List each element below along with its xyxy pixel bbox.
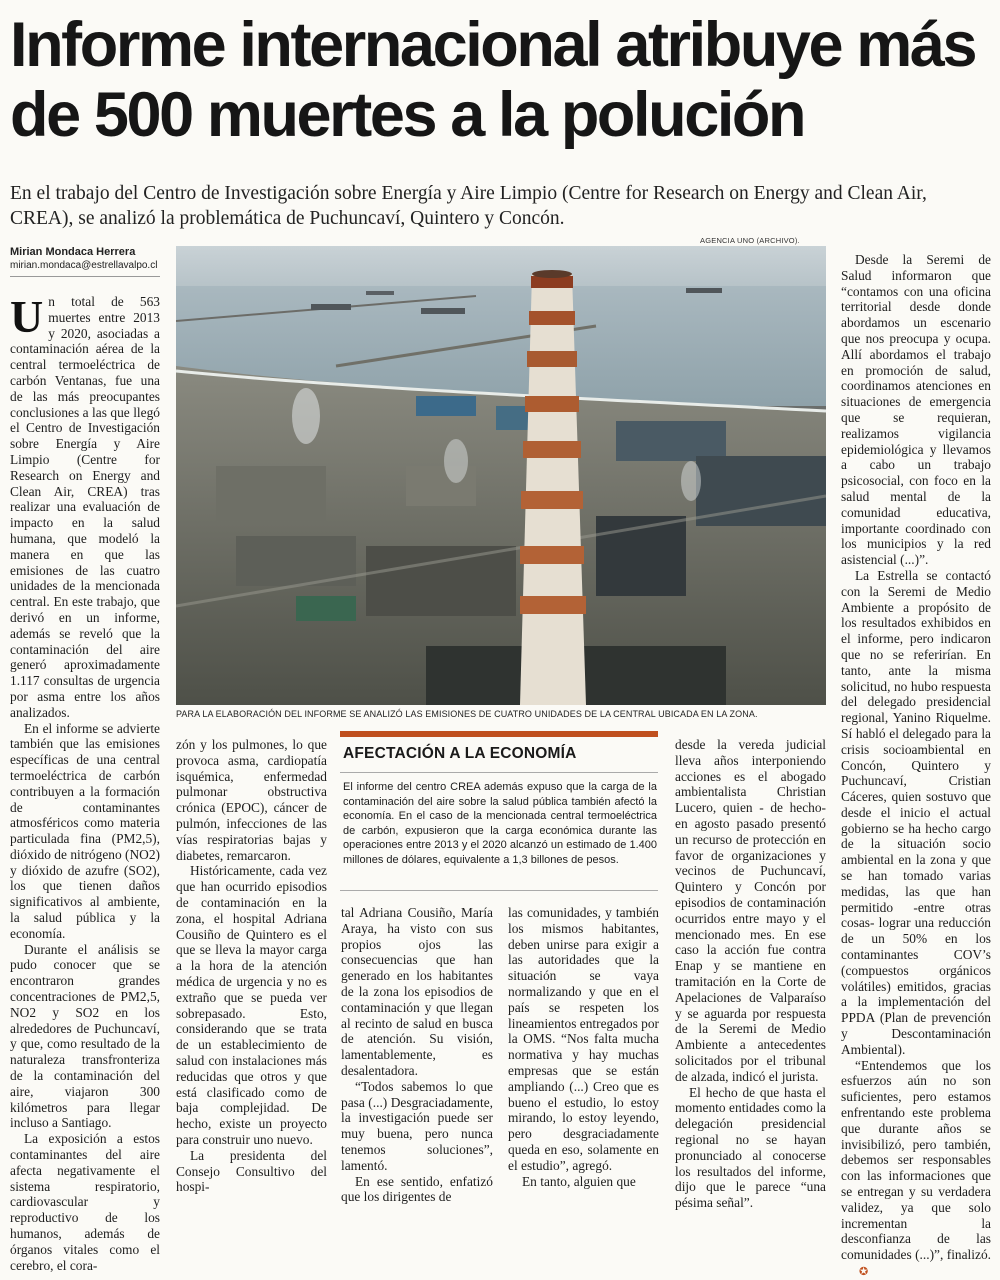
paragraph: La Estrella se contactó con la Seremi de Medio Ambiente a propósito de los resultados exhibidos en el informe, pero indicaron que no se referirían. En tanto, ante la misma solicitud, no hubo respuesta del delegado presidencial regional, Yanino Riquelme. Sí habló el delegado para la crisis socioambiental en Concón, Quintero y Puchuncaví, Cristian Cáceres, quien sostuvo que desde el inicio el actual gobierno se ha hecho cargo de la situación socio ambiental en la zona y que se han tomado varias medidas, las que han permitido -entre otras cosas- lograr una reducción de un 50% en los contaminantes COV’s (compuestos orgánicos volátiles) emitidos, gracias a la implementación del PPDA (Plan de prevención y Descontaminación Ambiental).	[841, 567, 991, 1057]
paragraph: En tanto, alguien que	[522, 1173, 636, 1189]
end-of-article-icon: ✪	[859, 1265, 869, 1278]
sidebar-divider	[340, 772, 658, 773]
byline-divider	[10, 276, 160, 277]
sidebar-text: El informe del centro CREA además expuso que la carga de la contaminación del aire sobre la salud pública también afectó la economía. En el caso de la mencionada central termoeléctrica de carbón, expusieron que la carga económica durante las operaciones entre 2013 y el 2020 alcanzó un estimado de 1.400 millones de dólares, equivalente a 1,3 billones de pesos.	[343, 781, 657, 866]
sidebar-title: AFECTACIÓN A LA ECONOMÍA	[343, 745, 577, 762]
paragraph	[841, 1058, 991, 1280]
photo-illustration	[176, 246, 826, 705]
article-column-5	[675, 737, 826, 1211]
photo-credit: AGENCIA UNO (ARCHIVO).	[700, 236, 800, 245]
paragraph: tal Adriana Cousiño, María Araya, ha visto con sus propios ojos las consecuencias que han generado en los habitantes de la zona los episodios de contaminación y que llegan al recinto de salud en busca de atención. Su visión, lamentablemente, es desalentadora.	[341, 905, 493, 1078]
article-column-1	[10, 291, 160, 1273]
paragraph: En el informe se advierte también que las emisiones específicas de una central termoeléctrica de carbón contribuyen a la formación de contaminantes atmosféricos como materia particulada fina (PM2,5), dióxido de nitrógeno (NO2) y dióxido de azufre (SO2), los que tienen daños significativos al ambiente, la salud pública y la economía.	[10, 720, 160, 941]
paragraph: La presidenta del Consejo Consultivo del hospi-	[176, 1147, 327, 1195]
author-email: mirian.mondaca@estrellavalpo.cl	[10, 260, 158, 271]
paragraph: Desde la Seremi de Salud informaron que “contamos con una oficina territorial desde donde abordamos un escenario que nos preocupa y ocupa. Allí abordamos el trabajo en promoción de salud, coordinamos atenciones en situaciones de emergencia que se requieran, realizamos vigilancia epidemiológica y llevamos a cabo un trabajo psicosocial, con foco en la salud mental de la comunidad educativa, importante coordinado con los municipios y la red asistencial (...)”.	[841, 252, 991, 568]
paragraph: El hecho de que hasta el momento entidades como la delegación presidencial regional no se hayan pronunciado al conocerse los resultados del informe, dijo que le parece “una pésima señal”.	[675, 1084, 826, 1211]
dropcap: U	[10, 291, 44, 342]
paragraph: las comunidades, y también los mismos habitantes, deben unirse para exigir a las autoridades que la situación se vaya normalizando y que en el país se respeten los lineamientos entregados por la OMS. “Nos falta mucha normativa y hay muchas empresas que se están ampliando (...) Creo que es bueno el estudio, lo estoy mirando, lo estoy leyendo, pero desgraciadamente queda en eso, solamente en el estudio”, agregó.	[508, 905, 659, 1173]
paragraph: En ese sentido, enfatizó que los dirigentes de	[341, 1173, 493, 1205]
author-name: Mirian Mondaca Herrera	[10, 246, 136, 258]
power-plant-aerial-photo	[176, 246, 826, 705]
sidebar-end-divider	[340, 890, 658, 891]
paragraph: La exposición a estos contaminantes del aire afecta negativamente el sistema respiratorio, cardiovascular y reproductivo de los humanos, además de órganos vitales como el cerebro, el cora-	[10, 1131, 160, 1273]
photo-caption: PARA LA ELABORACIÓN DEL INFORME SE ANALIZÓ LAS EMISIONES DE CUATRO UNIDADES DE LA CENTRAL UBICADA EN LA ZONA.	[176, 709, 758, 719]
deck: En el trabajo del Centro de Investigación sobre Energía y Aire Limpio (Centre for Research on Energy and Clean Air, CREA), se analizó la problemática de Puchuncaví, Quintero y Concón.	[10, 183, 927, 229]
headline: Informe internacional atribuye más de 500 muertes a la polución	[10, 10, 976, 150]
sidebar-accent-bar	[340, 731, 658, 737]
paragraph: “Todos sabemos lo que pasa (...) Desgraciadamente, la investigación puede ser muy buena, pero nunca tenemos soluciones”, lamentó.	[341, 1078, 493, 1173]
article-column-6	[841, 252, 991, 1280]
article-column-4	[508, 905, 659, 1189]
article-column-3	[341, 905, 493, 1205]
byline	[10, 246, 157, 272]
paragraph: Durante el análisis se pudo conocer que se encontraron grandes concentraciones de PM2,5, NO2 y SO2 en los alrededores de Puchuncaví, y que, como resultado de la naturaleza transfronteriza de la contaminación del aire, viajaron 300 kilómetros para llegar incluso a Santiago.	[10, 941, 160, 1131]
paragraph: desde la vereda judicial lleva años interponiendo acciones es el abogado ambientalista Christian Lucero, quien - de hecho- en agosto pasado presentó un recurso de protección en favor de organizaciones y vecinos de Puchuncaví, Quintero y Concón por episodios de contaminación ocurridos entre mayo y el mencionado mes. En ese caso la acción fue contra Enap y se mantiene en tramitación en la Corte de Apelaciones de Valparaíso y se aguarda por respuesta de la Seremi de Medio Ambiente a antecedentes solicitados por el tribunal de alzada, indicó el jurista.	[675, 737, 826, 1084]
paragraph	[10, 291, 160, 721]
article-column-2	[176, 737, 327, 1195]
paragraph: zón y los pulmones, lo que provoca asma, cardiopatía isquémica, enfermedad pulmonar obstructiva crónica (EPOC), cáncer de pulmón, infecciones de las vías respiratorias bajas y diabetes, remarcaron.	[176, 737, 327, 863]
paragraph-text: “Entendemos que los esfuerzos aún no son suficientes, pero estamos enfrentando este problema que durante años se invisibilizó, pero también, debemos ser responsables con las informaciones que se entregan y su verdadera validez, ya que solo incrementan la desconfianza de las comunidades (...)”, finalizó.	[841, 1057, 991, 1263]
paragraph: Históricamente, cada vez que han ocurrido episodios de contaminación en la zona, el hospital Adriana Cousiño de Quintero es el que se lleva la mayor carga a la hora de la atención médica de urgencia y no es extraño que se pueda ver sobrepasado. Esto, considerando que se trata de un establecimiento de salud con instalaciones más reducidas que otros y que está clasificado como de baja complejidad. De hecho, existe un proyecto para construir uno nuevo.	[176, 863, 327, 1147]
paragraph-text: n total de 563 muertes entre 2013 y 2020, asociadas a contaminación aérea de la central termoeléctrica de carbón Ventanas, fue una de las más preocupantes conclusiones a las que llegó el Centro de Investigación sobre Energía y Aire Limpio (Centre for Research on Energy and Clean Air, CREA) tras realizar una evaluación de impacto en la salud humana, que modeló la manera en que las emisiones de las cuatro unidades de la mencionada central. En este trabajo, que derivó en un informe, además se reveló que la contaminación del aire generó aproximadamente 1.117 consultas de urgencia por asma entre los años analizados.	[10, 294, 160, 720]
